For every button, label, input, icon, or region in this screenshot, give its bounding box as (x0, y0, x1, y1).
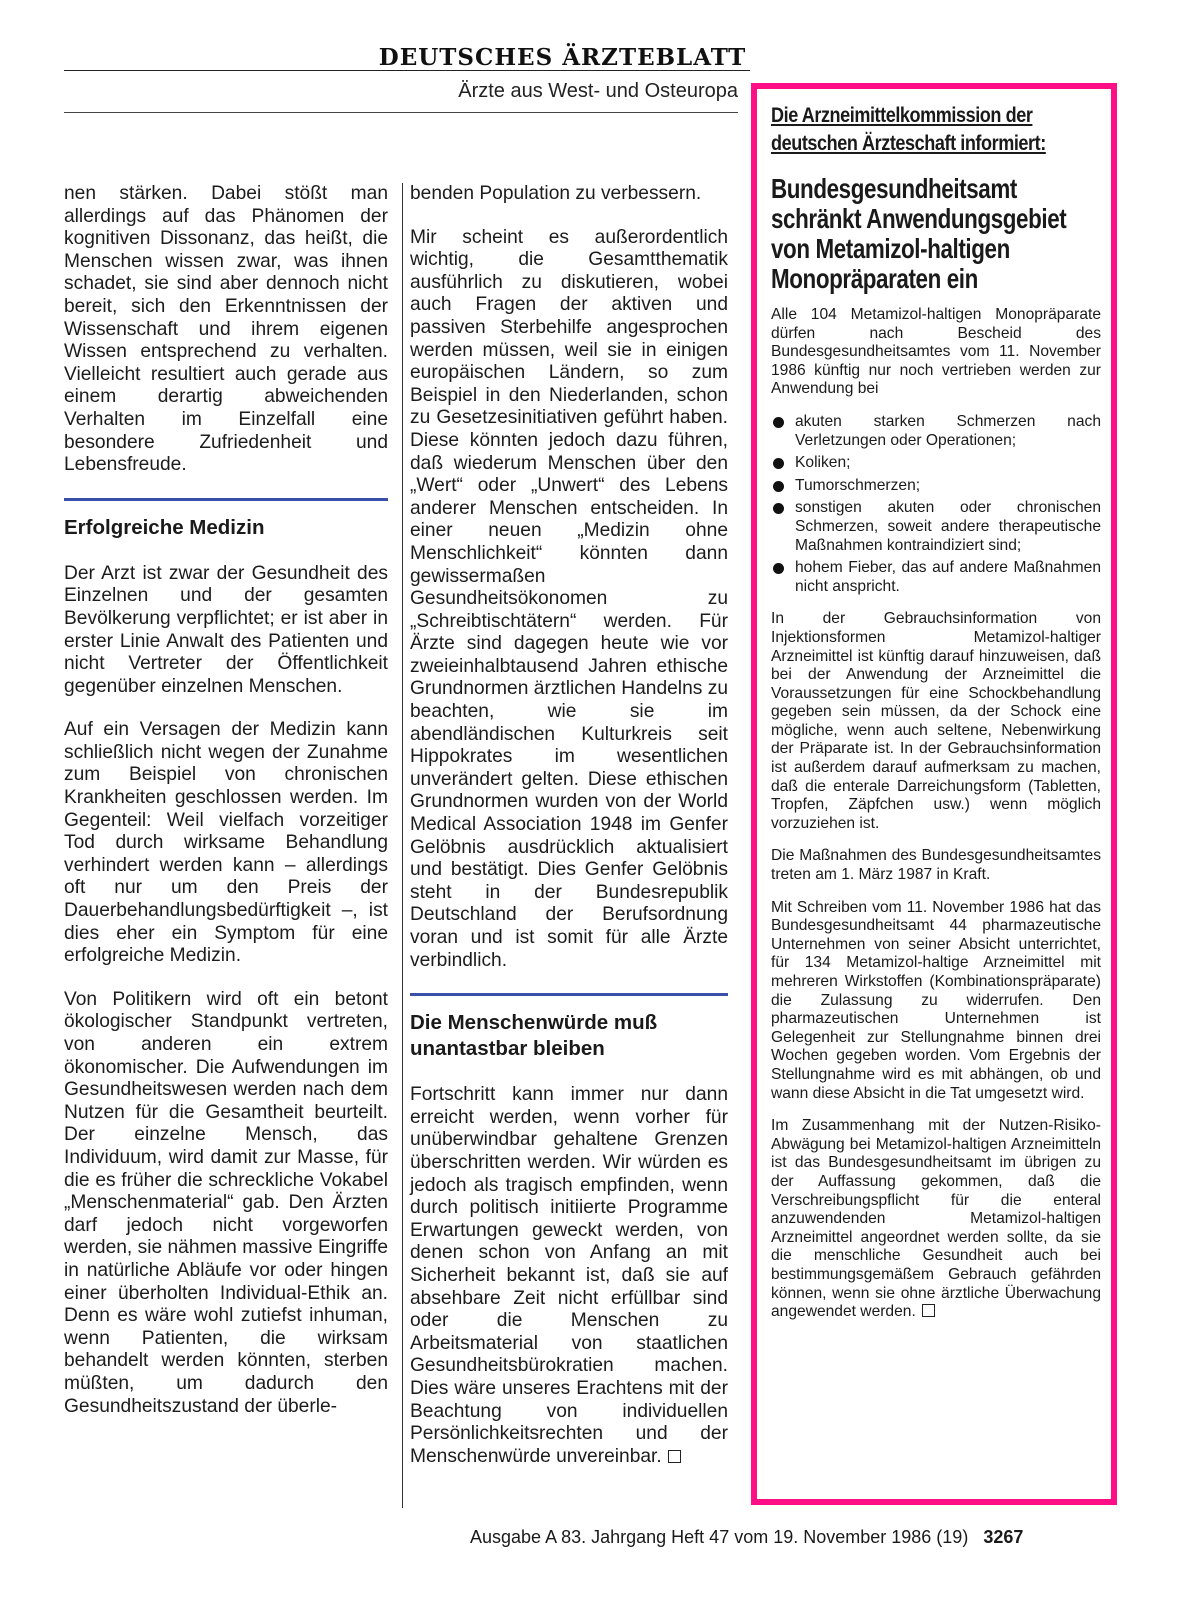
kicker-line: deutschen Ärzteschaft informiert: (771, 132, 1046, 155)
paragraph: Mit Schreiben vom 11. November 1986 hat das Bundesgesundheitsamt 44 pharmazeutische Unternehmen von seiner Absicht unterrichtet, für 134 Metamizol-haltige Arzneimittel mit mehreren Wirkstoffen (Kombinationspräparate) die Zulassung zu widerrufen. Den pharmazeutischen Unternehmen ist Gelegenheit zur Stellungnahme binnen drei Wochen gegeben worden. Vom Ergebnis der Stellungnahme wird es mit abhängen, ob und wann diese Absicht in die Tat umgesetzt wird. (771, 898, 1101, 1102)
section-rule (64, 112, 738, 113)
paragraph: benden Population zu verbessern. (410, 183, 702, 204)
paragraph: Die Maßnahmen des Bundesgesundheitsamtes treten am 1. März 1987 in Kraft. (771, 847, 1101, 884)
paragraph-text: Im Zusammenhang mit der Nutzen-Risiko-Abwägung bei Metamizol-haltigen Arzneimitteln ist das Bundesgesundheitsamt im übrigen zu der Auffassung gekommen, daß die Verschreibungspflicht für die enteral anzuwendenden Metamizol-haltigen Arzneimittel angeordnet werden sollte, da sie die menschliche Gesundheit auch bei bestimmungsgemäßem Gebrauch gefährden können, wenn sie ohne ärztliche Überwachung angewendet werden. (771, 1117, 1101, 1321)
end-of-article-icon (922, 1304, 935, 1317)
kicker-line: Die Arzneimittelkommission der (771, 104, 1033, 127)
issue-info: Ausgabe A 83. Jahrgang Heft 47 vom 19. November 1986 (19) (470, 1527, 969, 1547)
indication-list (771, 413, 1101, 596)
page-footer (470, 1527, 1120, 1548)
info-box-body (771, 306, 1101, 1322)
list-item: hohem Fieber, das auf andere Maßnahmen nicht anspricht. (771, 559, 1101, 596)
list-item: Tumorschmerzen; (771, 477, 1101, 496)
header-rule (64, 70, 750, 71)
column-divider (402, 183, 403, 1508)
info-box-kicker (771, 102, 1100, 158)
list-item: akuten starken Schmerzen nach Verletzungen oder Operationen; (771, 413, 1101, 450)
masthead: DEUTSCHES ÄRZTEBLATT (378, 44, 747, 71)
paragraph: Alle 104 Metamizol-haltigen Monopräparate dürfen nach Bescheid des Bundesgesundheitsamtes vom 11. November 1986 künftig nur noch vertrieben werden zur Anwendung bei (771, 306, 1101, 398)
info-box (771, 102, 1101, 1336)
paragraph: Mir scheint es außerordentlich wichtig, die Gesamtthematik ausführlich zu diskutieren, wobei auch Fragen der aktiven und passiven Sterbehilfe angesprochen werden müssen, weil sie in einigen europäischen Ländern, so zum Beispiel in den Niederlanden, schon zu Gesetzesinitiativen geführt haben. Diese könnten jedoch dazu führen, daß wiederum Menschen über den „Wert“ oder „Unwert“ des Lebens anderer Menschen entscheiden. In einer neuen „Medizin ohne Menschlichkeit“ könnten dann gewissermaßen Gesundheitsökonomen zu „Schreibtischtätern“ werden. Für Ärzte sind dagegen heute wie vor zweieinhalbtausend Jahren ethische Grundnormen ärztlichen Handelns zu beachten, wie sie im abendländischen Kulturkreis seit Hippokrates im wesentlichen unverändert gelten. Diese ethischen Grundnormen wurden von der World Medical Association 1948 im Genfer Gelöbnis ausdrücklich aktualisiert und bestätigt. Dies Genfer Gelöbnis steht in der Bundesrepublik Deutschland der Berufsordnung voran und ist somit für alle Ärzte verbindlich. (410, 226, 728, 971)
page-number: 3267 (983, 1527, 1024, 1547)
paragraph (410, 1084, 728, 1468)
section-label: Ärzte aus West- und Osteuropa (458, 80, 738, 102)
paragraph: Der Arzt ist zwar der Gesundheit des Einzelnen und der gesamten Bevölkerung verpflichtet; er ist aber in erster Linie Anwalt des Patienten und nicht Vertreter der Öffentlichkeit gegenüber einzelnen Menschen. (64, 562, 388, 697)
article-column-2 (410, 183, 728, 1489)
paragraph: In der Gebrauchsinformation von Injektionsformen Metamizol-haltiger Arzneimittel ist künftig darauf hinzuweisen, daß bei der Anwendung der Arzneimittel die Voraussetzungen für eine Schockbehandlung gegeben sein müssen, da der Schock eine mögliche, wenn auch seltene, Nebenwirkung der Präparate ist. In der Gebrauchsinformation ist außerdem darauf aufmerksam zu machen, daß die enterale Darreichungsform (Tabletten, Tropfen, Zäpfchen usw.) wenn möglich vorzuziehen ist. (771, 610, 1101, 832)
info-box-title: Bundesgesundheitsamt schränkt Anwendungsgebiet von Metamizol-haltigen Monopräparaten ein (771, 173, 1067, 294)
section-divider (64, 498, 388, 501)
list-item: Koliken; (771, 454, 1101, 473)
section-divider (410, 993, 728, 996)
subheading: Erfolgreiche Medizin (64, 515, 265, 539)
list-item: sonstigen akuten oder chronischen Schmerzen, soweit andere therapeutische Maßnahmen kontraindiziert sind; (771, 499, 1101, 555)
paragraph: nen stärken. Dabei stößt man allerdings auf das Phänomen der kognitiven Dissonanz, das heißt, die Menschen wissen zwar, was ihnen schadet, sie sind aber dennoch nicht bereit, sich den Erkenntnissen der Wissenschaft und ihrem eigenen Wissen entsprechend zu verhalten. Vielleicht resultiert auch gerade aus einem derartig abweichenden Verhalten im Einzelfall eine besondere Zufriedenheit und Lebensfreude. (64, 183, 388, 476)
paragraph: Von Politikern wird oft ein betont ökologischer Standpunkt vertreten, von anderen ein extrem ökonomischer. Die Aufwendungen im Gesundheitswesen werden nach dem Nutzen für die Gesamtheit beurteilt. Der einzelne Mensch, das Individuum, wird damit zur Masse, für die es früher die schreckliche Vokabel „Menschenmaterial“ gab. Den Ärzten darf jedoch nicht vorgeworfen werden, sie nähmen massive Eingriffe in natürliche Abläufe vor oder hingen einer überholten Individual-Ethik an. Denn es wäre wohl zutiefst inhuman, wenn Patienten, die wirksam behandelt werden könnten, sterben müßten, um dadurch den Gesundheitszustand der überle- (64, 988, 388, 1417)
paragraph-text: Fortschritt kann immer nur dann erreicht werden, wenn vorher für unüberwindbar gehaltene Grenzen überschritten werden. Wir würden es jedoch als tragisch empfinden, wenn durch politisch initiierte Programme Erwartungen geweckt werden, von denen schon von Anfang an mit Sicherheit bekannt ist, daß sie auf absehbare Zeit nicht erfüllbar sind oder die Menschen zu Arbeitsmaterial von staatlichen Gesundheitsbürokratien machen. Dies wäre unseres Erachtens mit der Beachtung von individuellen Persönlichkeitsrechten und der Menschenwürde unvereinbar. (410, 1084, 728, 1467)
subheading: Die Menschenwürde muß unantastbar bleiben (410, 1011, 658, 1061)
article-column-1 (64, 183, 388, 1439)
paragraph (771, 1117, 1101, 1322)
paragraph: Auf ein Versagen der Medizin kann schließlich nicht wegen der Zunahme zum Beispiel von chronischen Krankheiten geschlossen werden. Im Gegenteil: Weil vielfach vorzeitiger Tod durch wirksame Behandlung verhindert werden kann – allerdings oft nur um den Preis der Dauerbehandlungsbedürftigkeit –, ist dies eher ein Symptom für eine erfolgreiche Medizin. (64, 719, 388, 967)
end-of-article-icon (668, 1450, 681, 1463)
